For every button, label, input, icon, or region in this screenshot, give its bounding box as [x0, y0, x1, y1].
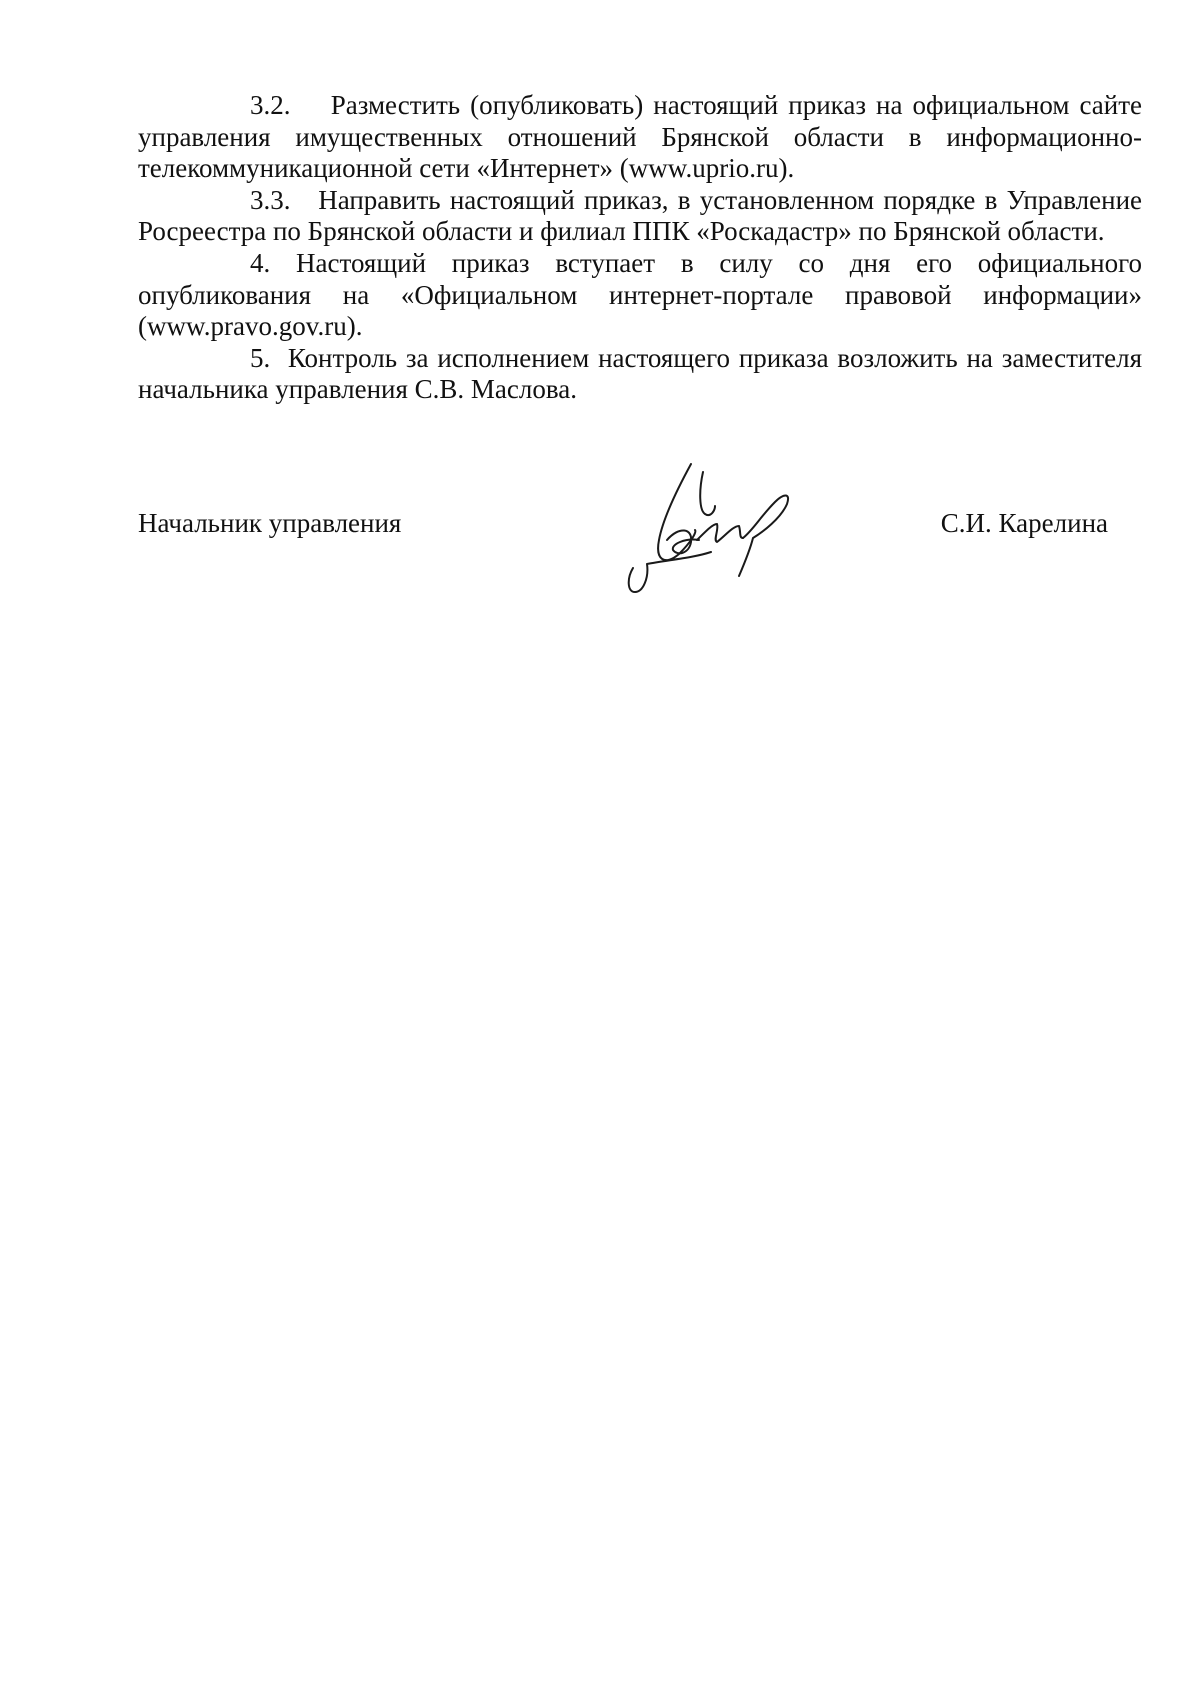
paragraph-gap: [270, 343, 288, 373]
paragraph-number: 4.: [250, 247, 271, 278]
paragraph-gap: [270, 248, 296, 278]
paragraph-text: Разместить (опубликовать) настоящий приказ на официальном сайте управления имущественных отношений Брянской области в информационно-телекоммуникационной сети «Интернет» (www.uprio.ru).: [138, 90, 1149, 184]
signatory-name: С.И. Карелина: [940, 508, 1108, 538]
paragraph-text: Контроль за исполнением настоящего приказа возложить на заместителя начальника управления С.В. Маслова.: [138, 342, 1149, 405]
paragraph-5: [138, 342, 1149, 406]
paragraph-gap: [291, 90, 331, 120]
signatory-role: Начальник управления: [138, 508, 402, 538]
paragraph-number: 5.: [250, 342, 271, 373]
paragraph-3-3: [138, 184, 1149, 248]
paragraph-text: Направить настоящий приказ, в установленном порядке в Управление Росреестра по Брянской области и филиал ППК «Роскадастр» по Брянской области.: [138, 184, 1149, 247]
paragraph-text: Настоящий приказ вступает в силу со дня его официального опубликования на «Официальном интернет-портале правовой информации» (www.pravo.gov.ru).: [138, 247, 1149, 342]
paragraph-number: 3.2.: [250, 90, 291, 120]
paragraph-number: 3.3.: [250, 184, 291, 215]
document-body: [138, 90, 1149, 406]
handwritten-signature-icon: [593, 456, 823, 606]
paragraph-gap: [291, 185, 319, 215]
signature-block: [138, 496, 1142, 606]
paragraph-3-2: [138, 90, 1149, 185]
paragraph-4: [138, 247, 1149, 343]
